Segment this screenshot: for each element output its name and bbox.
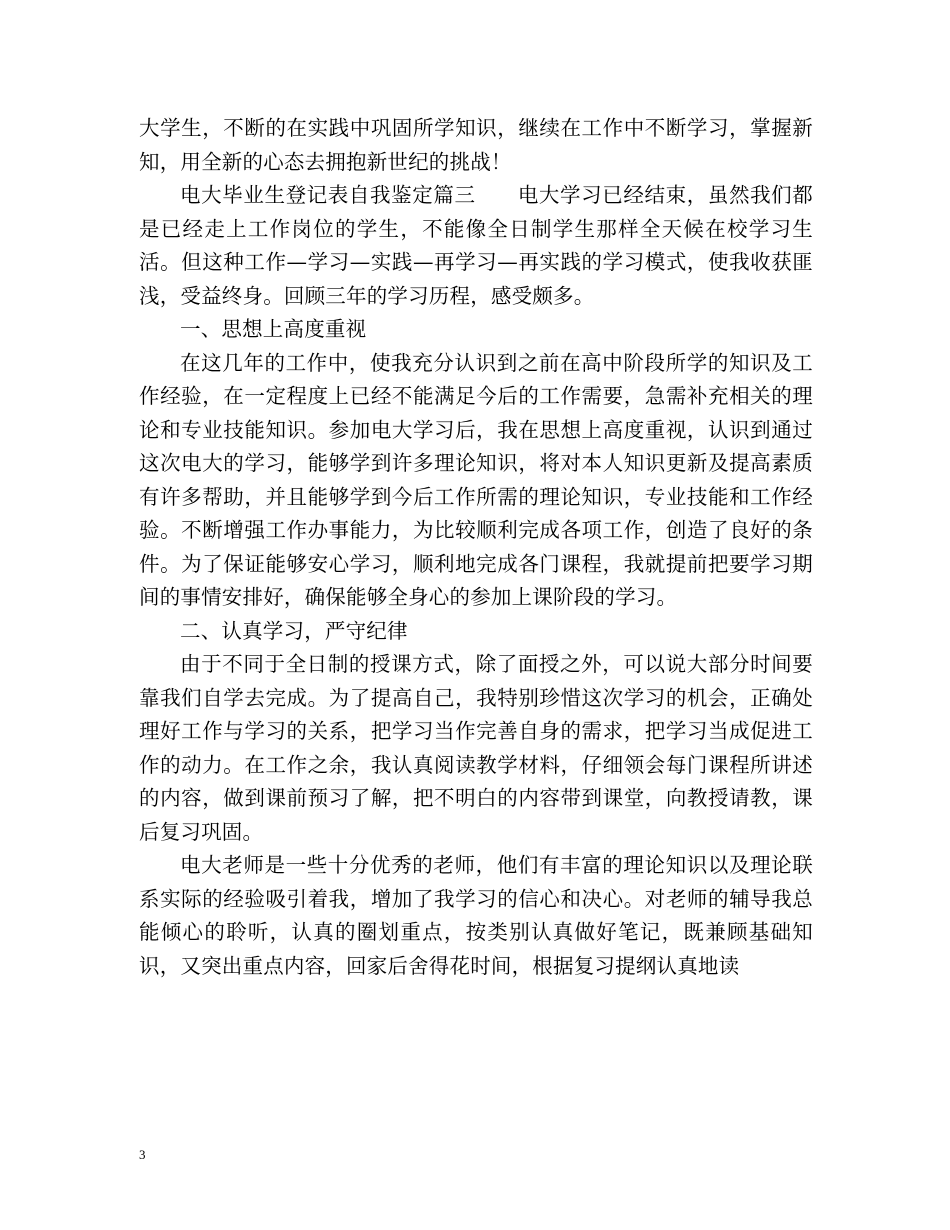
paragraph-teachers: 电大老师是一些十分优秀的老师，他们有丰富的理论知识以及理论联系实际的经验吸引着我，增加了我学习的信心和决心。对老师的辅导我总能倾心的聆听，认真的圈划重点，按类别认真做好笔记，既兼顾基础知识，又突出重点内容，回家后舍得花时间，根据复习提纲认真地读 — [139, 853, 813, 978]
heading-study-discipline: 二、认真学习，严守纪律 — [180, 618, 408, 643]
paragraph-section-three-intro: 电大毕业生登记表自我鉴定篇三 电大学习已经结束，虽然我们都是已经走上工作岗位的学生，不能像全日制学生那样全天候在校学习生活。但这种工作—学习—实践—再学习—再实践的学习模式，使我收获匪浅，受益终身。回顾三年的学习历程，感受颇多。 — [139, 183, 813, 308]
document-body — [139, 112, 813, 983]
paragraph-ideology: 在这几年的工作中，使我充分认识到之前在高中阶段所学的知识及工作经验，在一定程度上已经不能满足今后的工作需要，急需补充相关的理论和专业技能知识。参加电大学习后，我在思想上高度重视，认识到通过这次电大的学习，能够学到许多理论知识，将对本人知识更新及提高素质有许多帮助，并且能够学到今后工作所需的理论知识，专业技能和工作经验。不断增强工作办事能力，为比较顺利完成各项工作，创造了良好的条件。为了保证能够安心学习，顺利地完成各门课程，我就提前把要学习期间的事情安排好，确保能够全身心的参加上课阶段的学习。 — [139, 350, 813, 609]
heading-ideology: 一、思想上高度重视 — [180, 317, 367, 341]
page-number: 3 — [139, 1147, 146, 1162]
paragraph-self-study: 由于不同于全日制的授课方式，除了面授之外，可以说大部分时间要靠我们自学去完成。为了提高自己，我特别珍惜这次学习的机会，正确处理好工作与学习的关系，把学习当作完善自身的需求，把学习当成促进工作的动力。在工作之余，我认真阅读教学材料，仔细领会每门课程所讲述的内容，做到课前预习了解，把不明白的内容带到课堂，向教授请教，课后复习巩固。 — [139, 652, 813, 844]
paragraph-continuation: 大学生，不断的在实践中巩固所学知识，继续在工作中不断学习，掌握新知，用全新的心态去拥抱新世纪的挑战！ — [139, 116, 813, 174]
